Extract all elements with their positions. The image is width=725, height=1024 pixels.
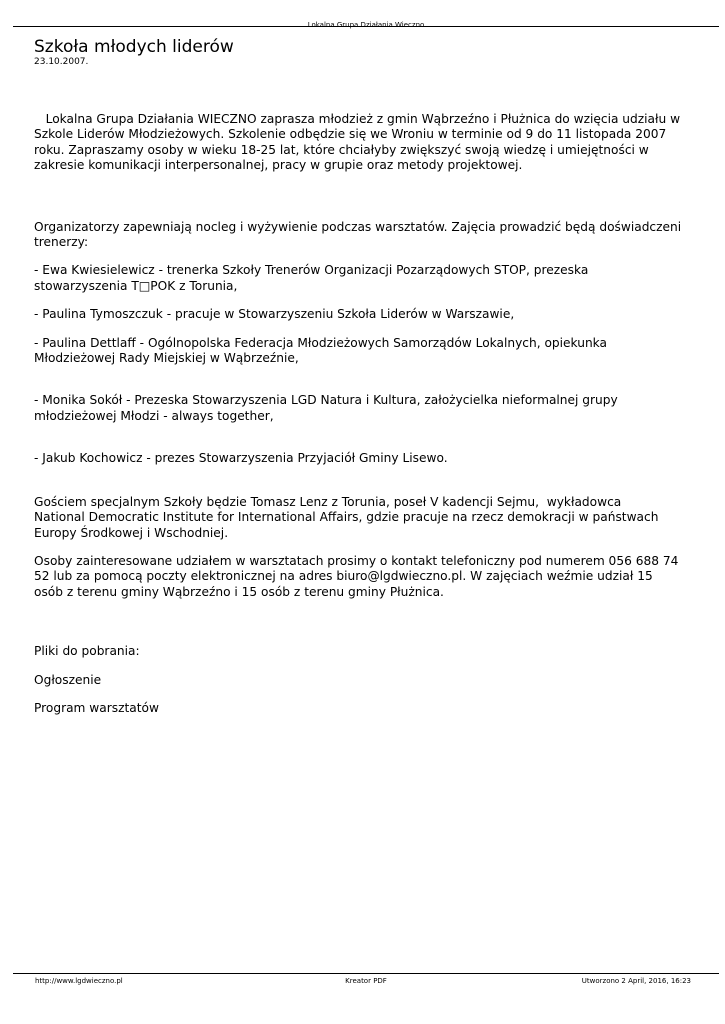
contact-paragraph — [34, 554, 694, 600]
downloads-label: Pliki do pobrania: — [34, 644, 140, 659]
footer-url[interactable]: http://www.lgdwieczno.pl — [35, 977, 123, 985]
trainer-line: - Ewa Kwiesielewicz - trenerka Szkoły Trenerów Organizacji Pozarządowych STOP, prezeska — [34, 263, 589, 278]
contact-line: osób z terenu gminy Wąbrzeźno i 15 osób z terenu gminy Płużnica. — [34, 584, 444, 599]
header-site-name: Lokalna Grupa Działania Wieczno — [307, 21, 425, 29]
page-header — [13, 12, 719, 27]
trainer-item: - Paulina Tymoszczuk - pracuje w Stowarzyszeniu Szkoła Liderów w Warszawie, — [34, 307, 515, 322]
organizers-line: Organizatorzy zapewniają nocleg i wyżywienie podczas warsztatów. Zajęcia prowadzić będą doświadczeni — [34, 219, 682, 234]
organizers-line: trenerzy: — [34, 235, 89, 250]
download-link-program[interactable]: Program warsztatów — [34, 700, 159, 715]
trainer-line: młodzieżowej Młodzi - always together, — [34, 408, 274, 423]
trainer-line: stowarzyszenia T□POK z Torunia, — [34, 278, 238, 293]
trainer-item: - Jakub Kochowicz - prezes Stowarzyszenia Przyjaciół Gminy Lisewo. — [34, 451, 448, 466]
organizers-paragraph — [34, 220, 694, 251]
guest-line: Europy Środkowej i Wschodniej. — [34, 525, 229, 540]
trainer-item — [34, 336, 694, 367]
trainer-item — [34, 393, 694, 424]
intro-line: roku. Zapraszamy osoby w wieku 18-25 lat, które chciałyby zwiększyć swoją wiedzę i umiejętności w — [34, 142, 649, 157]
trainer-line: Młodzieżowej Rady Miejskiej w Wąbrzeźnie, — [34, 351, 299, 366]
article-date: 23.10.2007. — [34, 57, 89, 67]
contact-line: 52 lub za pomocą poczty elektronicznej na adres biuro@lgdwieczno.pl. W zajęciach weźmie udział 15 — [34, 569, 653, 584]
intro-paragraph — [34, 112, 694, 174]
download-link-announcement[interactable]: Ogłoszenie — [34, 672, 102, 687]
intro-line: Szkole Liderów Młodzieżowych. Szkolenie odbędzie się we Wroniu w terminie od 9 do 11 listopada 2007 — [34, 127, 667, 142]
article — [34, 37, 694, 716]
footer-created: Utworzono 2 April, 2016, 16:23 — [581, 977, 691, 985]
footer-generator: Kreator PDF — [345, 977, 387, 985]
trainer-item — [34, 263, 694, 294]
contact-line: Osoby zainteresowane udziałem w warsztatach prosimy o kontakt telefoniczny pod numerem 056 688 74 — [34, 553, 679, 568]
page-footer — [13, 973, 719, 988]
guest-line: Gościem specjalnym Szkoły będzie Tomasz Lenz z Torunia, poseł V kadencji Sejmu, wykładowca — [34, 494, 622, 509]
trainer-line: - Paulina Dettlaff - Ogólnopolska Federacja Młodzieżowych Samorządów Lokalnych, opiekunka — [34, 335, 607, 350]
trainer-line: - Monika Sokół - Prezeska Stowarzyszenia LGD Natura i Kultura, założycielka nieformalnej grupy — [34, 393, 618, 408]
guest-paragraph — [34, 495, 694, 541]
guest-line: National Democratic Institute for International Affairs, gdzie pracuje na rzecz demokracji w państwach — [34, 510, 659, 525]
article-title: Szkoła młodych liderów — [34, 37, 234, 57]
intro-line: Lokalna Grupa Działania WIECZNO zaprasza młodzież z gmin Wąbrzeźno i Płużnica do wzięcia udziału w — [34, 112, 681, 126]
intro-line: zakresie komunikacji interpersonalnej, pracy w grupie oraz metody projektowej. — [34, 158, 523, 173]
